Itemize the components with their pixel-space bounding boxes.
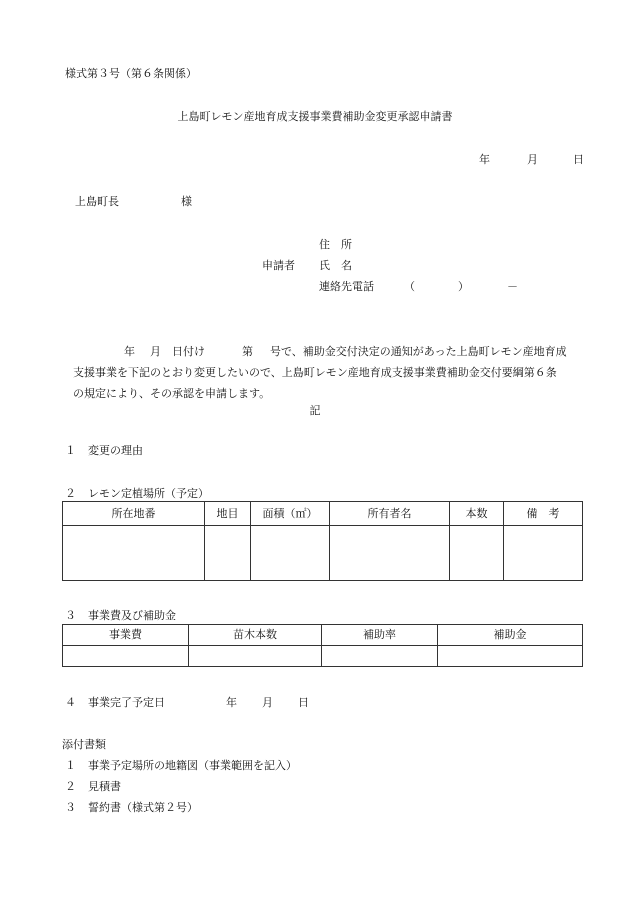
section3-number: ３	[65, 609, 76, 622]
section1-number: １	[65, 444, 76, 457]
header-owner: 所有者名	[330, 502, 450, 526]
attachment-item: 誓約書（様式第２号）	[88, 801, 198, 814]
section2-number: ２	[65, 487, 76, 500]
addressee-name: 上島町長	[75, 195, 119, 208]
cost-table	[62, 624, 583, 667]
body-dai: 第	[242, 345, 253, 358]
attachment-item: 事業予定場所の地籍図（事業範囲を記入）	[88, 759, 297, 772]
planting-table-header-row	[63, 502, 583, 526]
attachment-number: １	[65, 759, 76, 772]
header-area: 面積（㎡）	[251, 502, 330, 526]
body-line2: 支援事業を下記のとおり変更したいので、上島町レモン産地育成支援事業費補助金交付要綱第６条	[73, 366, 557, 379]
cost-table-header-row	[63, 625, 583, 646]
phone-close-paren: ）	[458, 280, 469, 293]
cell-count[interactable]	[450, 526, 504, 581]
address-label: 住 所	[319, 238, 352, 251]
document-title: 上島町レモン産地育成支援事業費補助金変更承認申請書	[177, 110, 453, 123]
header-subsidy-amount: 補助金	[438, 625, 583, 646]
attachment-number: ２	[65, 780, 76, 793]
cell-project-cost[interactable]	[63, 646, 189, 667]
ki-heading: 記	[309, 404, 321, 417]
section4-title: 事業完了予定日	[88, 696, 165, 709]
cell-land-category[interactable]	[205, 526, 251, 581]
cell-remarks[interactable]	[504, 526, 583, 581]
header-count: 本数	[450, 502, 504, 526]
cell-location[interactable]	[63, 526, 205, 581]
planting-site-table	[62, 501, 583, 581]
cell-owner[interactable]	[330, 526, 450, 581]
attachments-title: 添付書類	[62, 738, 106, 751]
cost-table-row	[63, 646, 583, 667]
body-month: 月	[150, 345, 161, 358]
header-project-cost: 事業費	[63, 625, 189, 646]
name-label: 氏 名	[319, 259, 352, 272]
header-location: 所在地番	[63, 502, 205, 526]
cell-seedling-count[interactable]	[189, 646, 322, 667]
cell-subsidy-rate[interactable]	[322, 646, 438, 667]
planting-table-row	[63, 526, 583, 581]
phone-dash: －	[507, 280, 518, 293]
phone-open-paren: （	[404, 280, 415, 293]
header-remarks: 備 考	[504, 502, 583, 526]
body-line3: の規定により、その承認を申請します。	[73, 387, 271, 400]
date-month: 月	[527, 153, 538, 166]
attachment-number: ３	[65, 801, 76, 814]
completion-year: 年	[226, 696, 237, 709]
applicant-label: 申請者	[262, 259, 295, 272]
body-date-suffix: 日付け	[172, 345, 205, 358]
section4-number: ４	[65, 696, 76, 709]
body-line1-rest: 号で、補助金交付決定の通知があった上島町レモン産地育成	[270, 345, 567, 358]
completion-day: 日	[298, 696, 309, 709]
completion-month: 月	[262, 696, 273, 709]
addressee-honorific: 様	[181, 195, 192, 208]
phone-label: 連絡先電話	[319, 280, 374, 293]
header-seedling-count: 苗木本数	[189, 625, 322, 646]
form-number: 様式第３号（第６条関係）	[65, 67, 197, 80]
section1-title: 変更の理由	[88, 444, 143, 457]
header-subsidy-rate: 補助率	[322, 625, 438, 646]
date-day: 日	[573, 153, 584, 166]
section2-title: レモン定植場所（予定）	[88, 487, 209, 500]
cell-subsidy-amount[interactable]	[438, 646, 583, 667]
section3-title: 事業費及び補助金	[88, 609, 176, 622]
attachment-item: 見積書	[88, 780, 121, 793]
body-year: 年	[124, 345, 135, 358]
cell-area[interactable]	[251, 526, 330, 581]
header-land-category: 地目	[205, 502, 251, 526]
date-year: 年	[479, 153, 490, 166]
